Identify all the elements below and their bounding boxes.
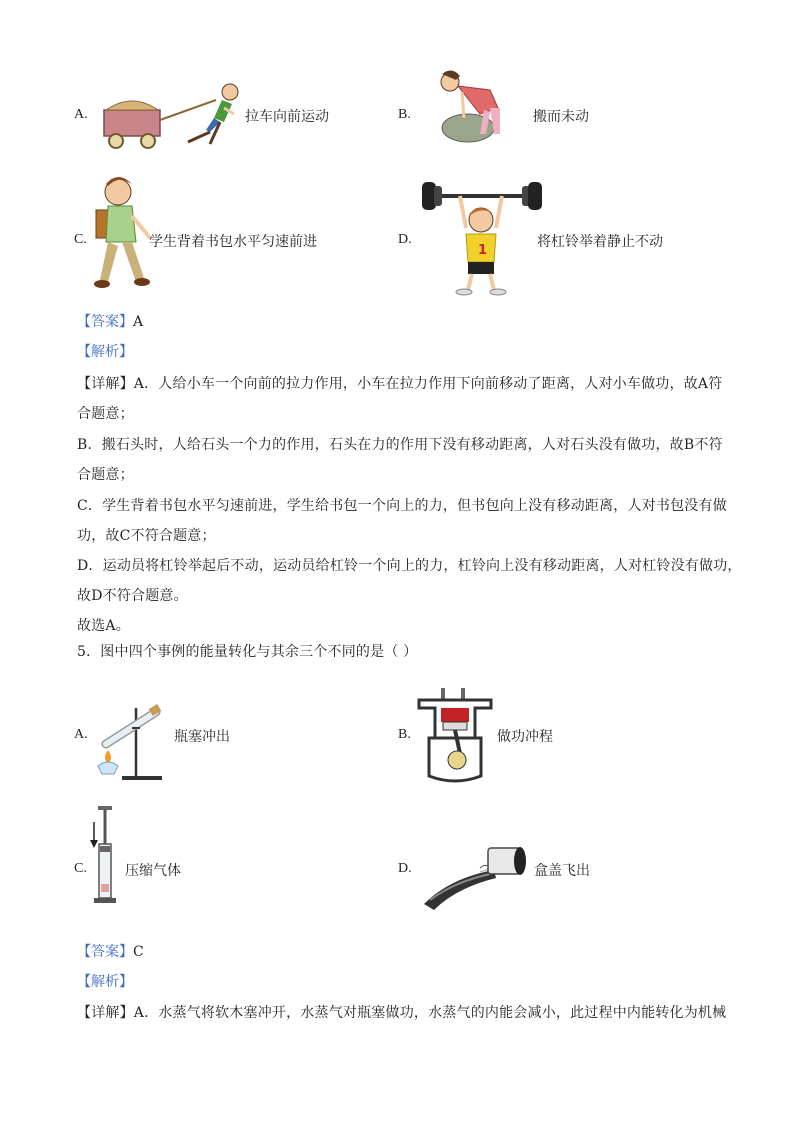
shirt-number: 1 bbox=[478, 243, 488, 258]
box-lid-flying-illustration bbox=[420, 838, 530, 912]
engine-power-stroke-illustration bbox=[415, 686, 495, 784]
q4-answer bbox=[77, 312, 143, 332]
option-c-caption: 压缩气体 bbox=[125, 863, 181, 879]
option-b-letter: B. bbox=[398, 727, 411, 742]
detail-line: 故选A。 bbox=[77, 618, 130, 634]
option-a-caption: 拉车向前运动 bbox=[245, 109, 329, 125]
detail-line: 【详解】A．水蒸气将软木塞冲开，水蒸气对瓶塞做功，水蒸气的内能会减小，此过程中内能转化为机械 bbox=[77, 1005, 727, 1021]
lifting-rock-illustration bbox=[428, 68, 528, 148]
option-b-caption: 搬而未动 bbox=[533, 109, 589, 125]
option-c-letter: C. bbox=[74, 232, 87, 247]
detail-line: 合题意； bbox=[77, 406, 134, 422]
answer-value: A bbox=[133, 314, 144, 330]
option-a-letter: A. bbox=[74, 727, 88, 742]
air-compression-cylinder-illustration bbox=[88, 804, 128, 906]
test-tube-stopper-illustration bbox=[92, 698, 170, 782]
detail-line: C．学生背着书包水平匀速前进，学生给书包一个向上的力，但书包向上没有移动距离，人对书包没有做 bbox=[77, 498, 727, 514]
detail-line: D．运动员将杠铃举起后不动，运动员给杠铃一个向上的力，杠铃向上没有移动距离，人对杠铃没有做功， bbox=[77, 558, 742, 574]
analysis-label: 【解析】 bbox=[77, 344, 133, 360]
detail-line: 功，故C不符合题意； bbox=[77, 528, 216, 544]
answer-label: 【答案】 bbox=[77, 944, 133, 960]
option-c-caption: 学生背着书包水平匀速前进 bbox=[149, 234, 317, 250]
weightlifter-illustration bbox=[420, 178, 544, 296]
pulling-cart-illustration bbox=[98, 78, 248, 158]
answer-label: 【答案】 bbox=[77, 314, 133, 330]
detail-line: 【详解】A．人给小车一个向前的拉力作用，小车在拉力作用下向前移动了距离，人对小车做功，故A符 bbox=[77, 376, 723, 392]
option-b-caption: 做功冲程 bbox=[497, 729, 553, 745]
detail-line: B．搬石头时，人给石头一个力的作用，石头在力的作用下没有移动距离，人对石头没有做功，故B不符 bbox=[77, 437, 723, 453]
q4-analysis-label bbox=[77, 342, 133, 362]
option-d-letter: D. bbox=[398, 861, 412, 876]
option-d-letter: D. bbox=[398, 232, 412, 247]
q5-analysis-label bbox=[77, 972, 133, 992]
detail-line: 故D不符合题意。 bbox=[77, 588, 188, 604]
answer-value: C bbox=[133, 944, 144, 960]
option-d-caption: 盒盖飞出 bbox=[534, 863, 590, 879]
detail-line: 合题意； bbox=[77, 467, 134, 483]
option-d-caption: 将杠铃举着静止不动 bbox=[537, 234, 663, 250]
option-a-letter: A. bbox=[74, 107, 88, 122]
option-c-letter: C. bbox=[74, 861, 87, 876]
q5-answer bbox=[77, 942, 144, 962]
option-b-letter: B. bbox=[398, 107, 411, 122]
option-a-caption: 瓶塞冲出 bbox=[174, 729, 230, 745]
question-5-stem: 5．图中四个事例的能量转化与其余三个不同的是（ ） bbox=[77, 644, 418, 660]
analysis-label: 【解析】 bbox=[77, 974, 133, 990]
